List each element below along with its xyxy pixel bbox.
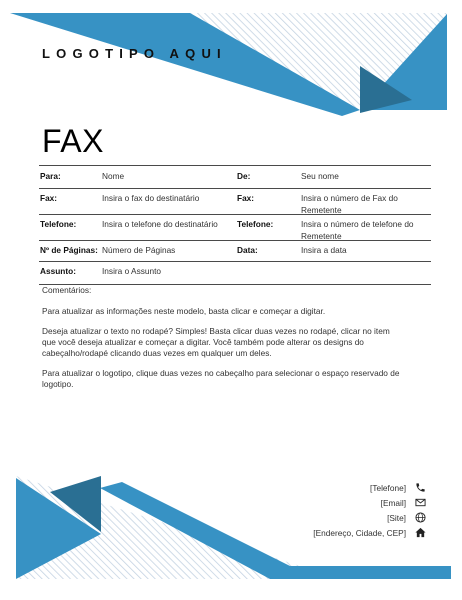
pages-field[interactable]: Número de Páginas [102, 245, 176, 255]
sender-phone-field[interactable]: Insira o número de telefone do Remetente [301, 219, 414, 241]
sender-fax-label: Fax: [237, 193, 255, 203]
comments-label: Comentários: [42, 285, 92, 295]
recipient-fax-field[interactable]: Insira o fax do destinatário [102, 193, 200, 203]
globe-icon [415, 512, 426, 523]
contact-phone-row [313, 480, 426, 495]
phone-icon [415, 482, 426, 493]
table-row [39, 214, 431, 240]
comments-body[interactable] [42, 306, 402, 399]
fax-label: Fax: [40, 193, 58, 203]
date-label: Data: [237, 245, 258, 255]
page-title: FAX [42, 123, 104, 159]
footer-phone[interactable]: [Telefone] [370, 482, 406, 493]
footer-contact [313, 480, 426, 540]
comments-paragraph[interactable]: Para atualizar as informações neste modelo, basta clicar e começar a digitar. [42, 306, 326, 316]
to-field[interactable]: Nome [102, 171, 125, 181]
contact-address-row [313, 525, 426, 540]
subject-label: Assunto: [40, 266, 76, 276]
comments-paragraph[interactable]: Deseja atualizar o texto no rodapé? Simples! Basta clicar duas vezes no rodapé, clicar no item que você deseja atualizar e começar a digitar. Você também pode alterar os designs do cabeçalho/rodapé clicando duas vezes em qualquer um deles. [42, 326, 390, 358]
table-row [39, 261, 431, 285]
table-row [39, 165, 431, 188]
home-icon [415, 527, 426, 538]
contact-site-row [313, 510, 426, 525]
from-label: De: [237, 171, 251, 181]
pages-label: Nº de Páginas: [40, 245, 98, 255]
footer-address[interactable]: [Endereço, Cidade, CEP] [313, 527, 406, 538]
recipient-phone-field[interactable]: Insira o telefone do destinatário [102, 219, 218, 229]
sender-fax-field[interactable]: Insira o número de Fax do Remetente [301, 193, 398, 215]
date-field[interactable]: Insira a data [301, 245, 347, 255]
contact-email-row [313, 495, 426, 510]
fax-details-table [39, 165, 431, 285]
from-field[interactable]: Seu nome [301, 171, 339, 181]
logo-placeholder[interactable]: LOGOTIPO AQUI [42, 46, 227, 61]
email-icon [415, 497, 426, 508]
subject-field[interactable]: Insira o Assunto [102, 266, 162, 276]
comments-paragraph[interactable]: Para atualizar o logotipo, clique duas vezes no cabeçalho para selecionar o espaço reservado de logotipo. [42, 368, 400, 389]
sender-phone-label: Telefone: [237, 219, 274, 229]
footer-site[interactable]: [Site] [387, 512, 406, 523]
footer-email[interactable]: [Email] [380, 497, 406, 508]
phone-label: Telefone: [40, 219, 77, 229]
table-row [39, 188, 431, 214]
to-label: Para: [40, 171, 61, 181]
table-row [39, 240, 431, 261]
